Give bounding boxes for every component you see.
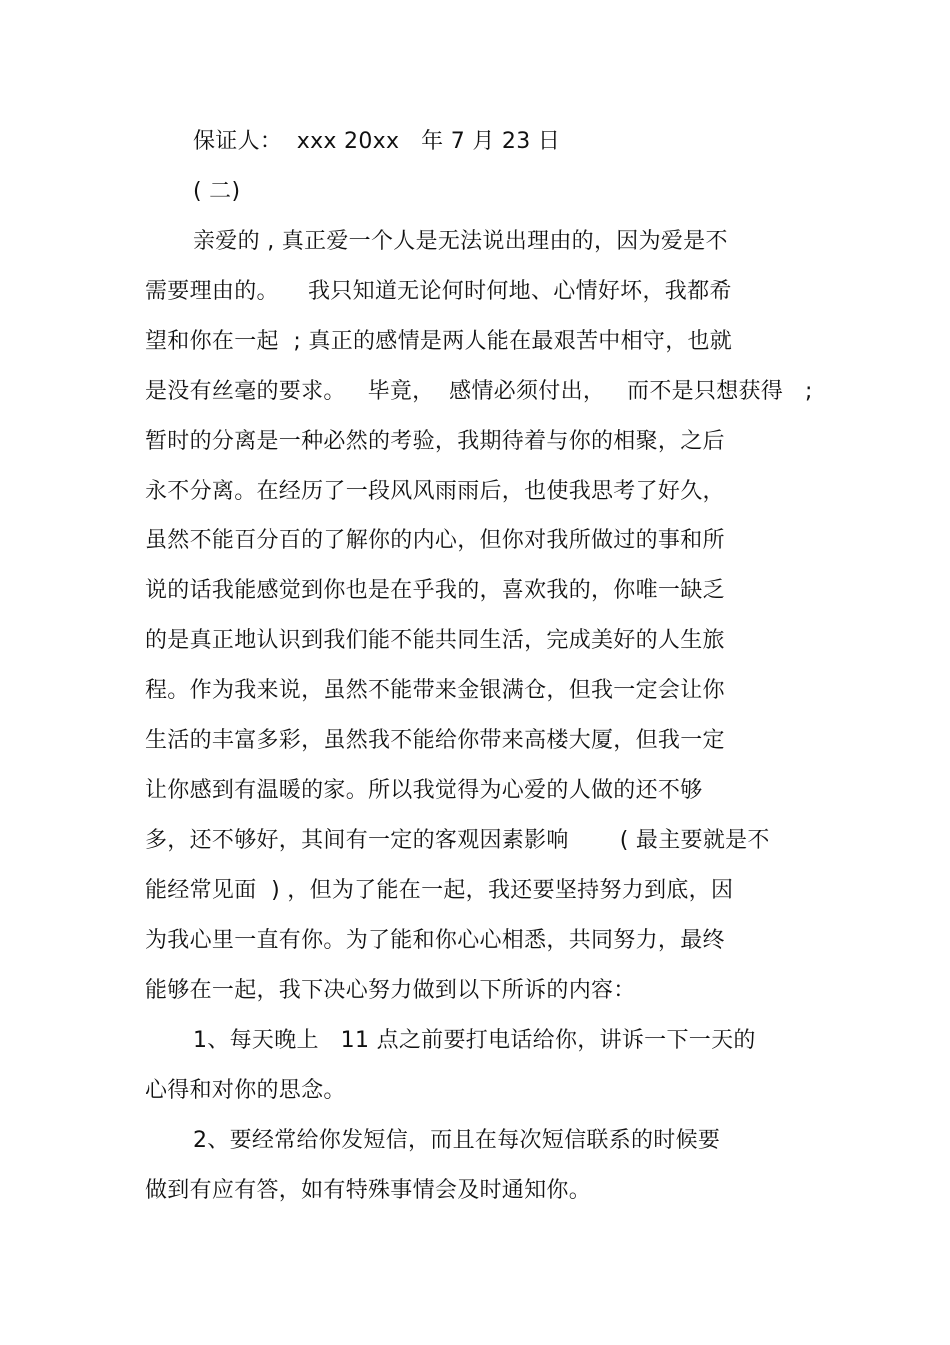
paragraph-line: 需要理由的。 我只知道无论何时何地、心情好坏，我都希	[145, 279, 732, 304]
paragraph-line: 程。作为我来说，虽然不能带来金银满仓，但我一定会让你	[145, 678, 725, 703]
guarantor-line: 保证人： xxx 20xx 年 7 月 23 日	[193, 129, 561, 154]
list-item-2-continuation: 做到有应有答，如有特殊事情会及时通知你。	[145, 1178, 592, 1203]
paragraph-line: 是没有丝毫的要求。 毕竟， 感情必须付出， 而不是只想获得 ;	[145, 379, 813, 404]
paragraph-line: 为我心里一直有你。为了能和你心心相悉，共同努力，最终	[145, 928, 725, 953]
section-heading: ( 二)	[193, 179, 241, 204]
paragraph-line: 让你感到有温暖的家。所以我觉得为心爱的人做的还不够	[145, 778, 703, 803]
paragraph-line: 永不分离。在经历了一段风风雨雨后，也使我思考了好久，	[145, 479, 725, 504]
paragraph-line: 虽然不能百分百的了解你的内心，但你对我所做过的事和所	[145, 528, 725, 553]
paragraph-line: 说的话我能感觉到你也是在乎我的，喜欢我的，你唯一缺乏	[145, 578, 725, 603]
paragraph-line: 多，还不够好，其间有一定的客观因素影响 ( 最主要就是不	[145, 828, 770, 853]
paragraph-line: 能够在一起，我下决心努力做到以下所诉的内容：	[145, 978, 636, 1003]
paragraph-line: 暂时的分离是一种必然的考验，我期待着与你的相聚，之后	[145, 429, 725, 454]
paragraph-line: 生活的丰富多彩，虽然我不能给你带来高楼大厦，但我一定	[145, 728, 725, 753]
paragraph-line: 望和你在一起 ; 真正的感情是两人能在最艰苦中相守，也就	[145, 329, 733, 354]
paragraph-line: 的是真正地认识到我们能不能共同生活，完成美好的人生旅	[145, 628, 725, 653]
list-item-1-continuation: 心得和对你的思念。	[145, 1078, 346, 1103]
list-item-1: 1、每天晚上 11 点之前要打电话给你，讲诉一下一天的	[193, 1028, 756, 1053]
paragraph-line: 能经常见面 ) ，但为了能在一起，我还要坚持努力到底，因	[145, 878, 734, 903]
paragraph-line: 亲爱的 , 真正爱一个人是无法说出理由的，因为爱是不	[193, 229, 728, 254]
list-item-2: 2、要经常给你发短信，而且在每次短信联系的时候要	[193, 1128, 721, 1153]
